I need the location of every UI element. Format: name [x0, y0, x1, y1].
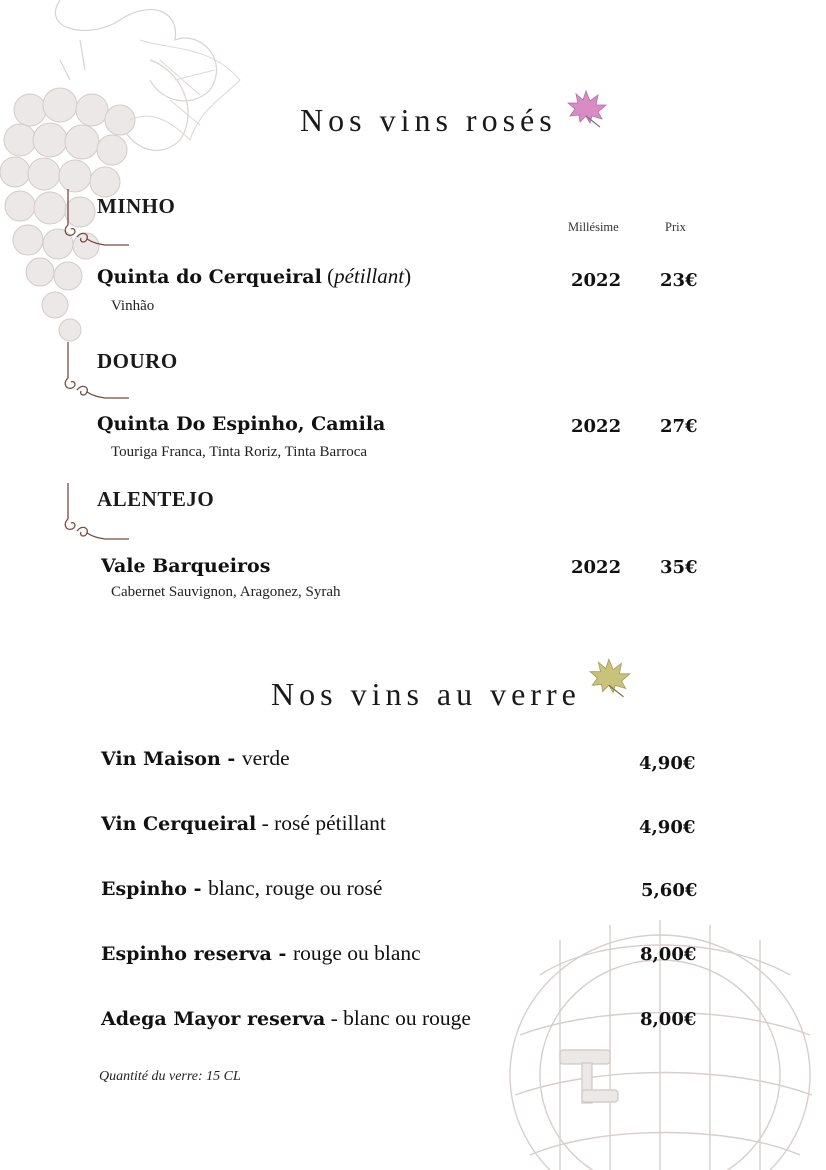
- glass-item: [101, 876, 382, 901]
- glass-quantity-note: Quantité du verre: 15 CL: [99, 1069, 241, 1084]
- glass-item-price: 8,00€: [640, 1009, 697, 1030]
- wine-vintage: 2022: [571, 557, 622, 578]
- glass-item: [101, 1006, 471, 1031]
- wine-name: Vale Barqueiros: [101, 555, 271, 577]
- region-name: ALENTEJO: [97, 487, 215, 511]
- wine-price: 23€: [660, 270, 698, 291]
- glass-section-title: Nos vins au verre: [271, 676, 581, 712]
- wine-note: [322, 264, 411, 288]
- region-name: DOURO: [97, 349, 178, 373]
- wine-note-open: (: [321, 264, 335, 288]
- pink-maple-leaf-icon: [566, 89, 610, 129]
- glass-item-desc: verde: [241, 746, 290, 770]
- wine-grapes: Touriga Franca, Tinta Roriz, Tinta Barroca: [111, 444, 368, 460]
- wine-grapes: Vinhão: [111, 298, 155, 314]
- wine-name: [97, 264, 411, 289]
- wine-note-close: ): [404, 264, 412, 288]
- glass-item-price: 5,60€: [641, 880, 698, 901]
- wine-note-text: pétillant: [334, 264, 405, 288]
- price-column-heading: Prix: [665, 220, 686, 234]
- glass-item-desc: blanc, rouge ou rosé: [208, 876, 383, 900]
- glass-item-desc: - rosé pétillant: [256, 811, 386, 835]
- wine-price: 35€: [660, 557, 698, 578]
- glass-item-name: Vin Maison -: [101, 748, 242, 770]
- wine-grapes: Cabernet Sauvignon, Aragonez, Syrah: [111, 584, 341, 600]
- wine-vintage: 2022: [571, 270, 622, 291]
- wine-vintage: 2022: [571, 416, 622, 437]
- glass-item-name: Adega Mayor reserva: [101, 1008, 326, 1030]
- glass-item: [101, 746, 290, 771]
- glass-item-price: 8,00€: [640, 944, 697, 965]
- glass-item-price: 4,90€: [639, 817, 696, 838]
- vintage-column-heading: Millésime: [568, 220, 619, 234]
- glass-item-desc: - blanc ou rouge: [325, 1006, 471, 1030]
- yellow-maple-leaf-icon: [588, 657, 634, 699]
- wine-name-text: Quinta do Cerqueiral: [97, 266, 322, 288]
- glass-item: [101, 811, 386, 836]
- glass-item-name: Espinho -: [101, 878, 209, 900]
- glass-item-price: 4,90€: [639, 753, 696, 774]
- glass-item-name: Vin Cerqueiral: [101, 813, 257, 835]
- region-name: MINHO: [97, 194, 176, 218]
- glass-item-desc: rouge ou blanc: [292, 941, 421, 965]
- glass-item-name: Espinho reserva -: [101, 943, 293, 965]
- wine-price: 27€: [660, 416, 698, 437]
- glass-item: [101, 941, 421, 966]
- roses-section-title: Nos vins rosés: [300, 102, 557, 138]
- wine-name: Quinta Do Espinho, Camila: [97, 413, 386, 435]
